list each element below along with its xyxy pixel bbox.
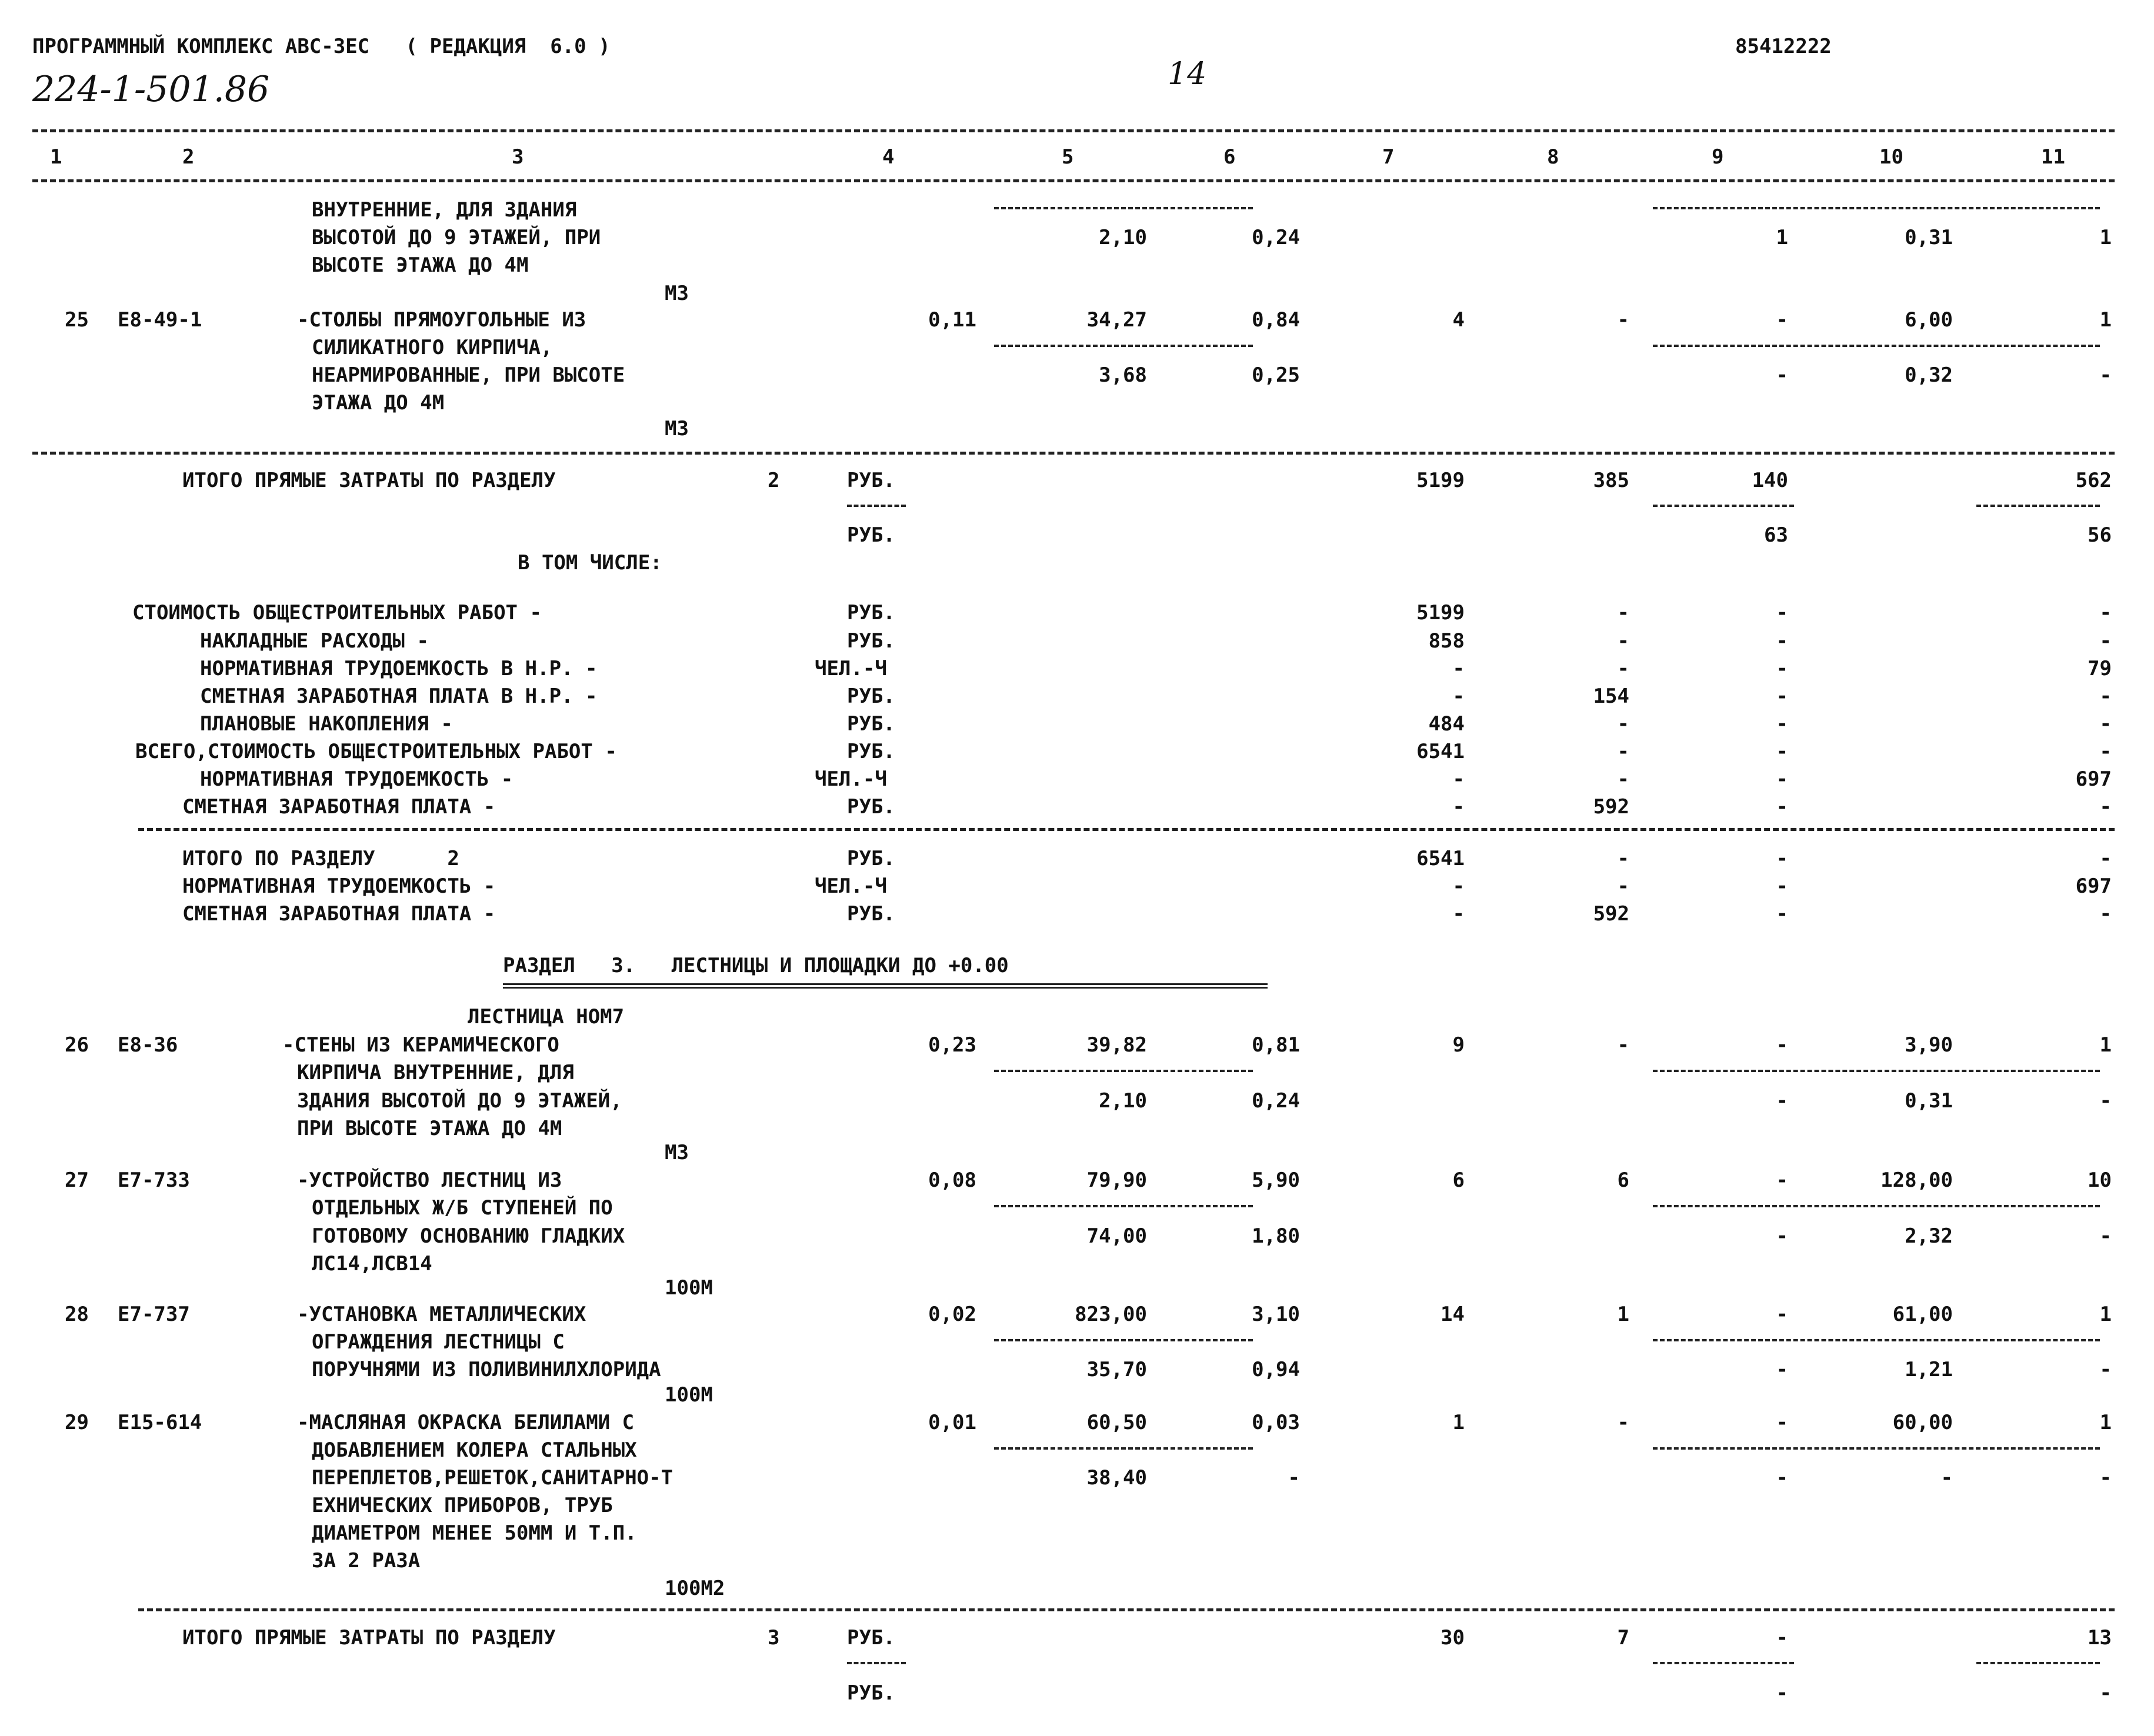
row-code: Е7-737 xyxy=(118,1303,190,1326)
col7-value: - xyxy=(1452,657,1465,680)
col7-value: - xyxy=(1452,685,1465,708)
col8-value: - xyxy=(1617,712,1629,736)
col7-value: - xyxy=(1452,767,1465,791)
row-number: 27 xyxy=(65,1169,89,1192)
col8-value: - xyxy=(1617,1033,1629,1057)
rule xyxy=(994,1205,1253,1207)
col11-value: - xyxy=(2099,1681,2112,1705)
rule xyxy=(994,1447,1253,1450)
col10-value: 61,00 xyxy=(1892,1303,1953,1326)
summary-label: СТОИМОСТЬ ОБЩЕСТРОИТЕЛЬНЫХ РАБОТ - xyxy=(132,601,542,625)
col-num-3: 3 xyxy=(512,145,524,169)
rule xyxy=(994,1339,1253,1341)
col7-value: - xyxy=(1452,795,1465,819)
row-description: ВЫСОТЕ ЭТАЖА ДО 4М xyxy=(312,253,529,277)
col-num-2: 2 xyxy=(182,145,195,169)
col6-value: 0,25 xyxy=(1252,363,1300,387)
summary-label: СМЕТНАЯ ЗАРАБОТНАЯ ПЛАТА В Н.Р. - xyxy=(200,685,598,708)
col6-value: 1,80 xyxy=(1252,1224,1300,1248)
total-unit: РУБ. xyxy=(847,1681,895,1705)
col9-value: 140 xyxy=(1752,469,1788,492)
rule xyxy=(847,1662,906,1664)
row-code: Е8-36 xyxy=(118,1033,178,1057)
row-unit: М3 xyxy=(665,1141,689,1164)
col11-value: - xyxy=(2099,847,2112,870)
row-code: Е7-733 xyxy=(118,1169,190,1192)
row-description: ОГРАЖДЕНИЯ ЛЕСТНИЦЫ С xyxy=(312,1330,565,1354)
col10-value: 6,00 xyxy=(1905,308,1953,332)
col6-value: 0,24 xyxy=(1252,226,1300,249)
col10-value: - xyxy=(1940,1466,1953,1490)
col11-value: - xyxy=(2099,601,2112,625)
total-label: ИТОГО ПРЯМЫЕ ЗАТРАТЫ ПО РАЗДЕЛУ xyxy=(182,1626,556,1650)
rule xyxy=(1976,1662,2100,1664)
col11-value: - xyxy=(2099,1358,2112,1381)
col4-value: 0,01 xyxy=(928,1411,976,1434)
col5-value: 35,70 xyxy=(1086,1358,1147,1381)
rule xyxy=(1653,207,2100,209)
summary-label: НОРМАТИВНАЯ ТРУДОЕМКОСТЬ - xyxy=(200,767,514,791)
col11-value: 13 xyxy=(2088,1626,2112,1650)
row-description: ГОТОВОМУ ОСНОВАНИЮ ГЛАДКИХ xyxy=(312,1224,625,1248)
doc-number: 224-1-501.86 xyxy=(32,69,270,110)
col11-value: 697 xyxy=(2075,767,2112,791)
col-num-1: 1 xyxy=(50,145,62,169)
col11-value: 697 xyxy=(2075,874,2112,898)
col8-value: - xyxy=(1617,847,1629,870)
col8-value: - xyxy=(1617,767,1629,791)
row-description: СИЛИКАТНОГО КИРПИЧА, xyxy=(312,336,553,359)
col11-value: - xyxy=(2099,363,2112,387)
section-title: РАЗДЕЛ 3. ЛЕСТНИЦЫ И ПЛОЩАДКИ ДО +0.00 xyxy=(503,954,1009,977)
col8-value: - xyxy=(1617,874,1629,898)
col10-value: 0,31 xyxy=(1905,226,1953,249)
total-unit: РУБ. xyxy=(847,523,895,547)
col11-value: 1 xyxy=(2099,1411,2112,1434)
col8-value: - xyxy=(1617,1411,1629,1434)
col10-value: 3,90 xyxy=(1905,1033,1953,1057)
col7-value: - xyxy=(1452,874,1465,898)
col8-value: - xyxy=(1617,657,1629,680)
col9-value: - xyxy=(1776,767,1788,791)
col11-value: 1 xyxy=(2099,1033,2112,1057)
row-description: ПРИ ВЫСОТЕ ЭТАЖА ДО 4М xyxy=(297,1117,562,1140)
summary-label: СМЕТНАЯ ЗАРАБОТНАЯ ПЛАТА - xyxy=(182,902,496,926)
col9-value: - xyxy=(1776,795,1788,819)
col10-value: 0,32 xyxy=(1905,363,1953,387)
row-code: Е8-49-1 xyxy=(118,308,202,332)
col5-value: 74,00 xyxy=(1086,1224,1147,1248)
col9-value: - xyxy=(1776,874,1788,898)
col5-value: 39,82 xyxy=(1086,1033,1147,1057)
col6-value: 5,90 xyxy=(1252,1169,1300,1192)
col7-value: 1 xyxy=(1452,1411,1465,1434)
col-num-6: 6 xyxy=(1223,145,1236,169)
col11-value: - xyxy=(2099,740,2112,763)
col4-value: 0,11 xyxy=(928,308,976,332)
rule xyxy=(847,505,906,507)
col10-value: 60,00 xyxy=(1892,1411,1953,1434)
col8-value: - xyxy=(1617,308,1629,332)
row-description: ЭТАЖА ДО 4М xyxy=(312,391,445,415)
rule xyxy=(1653,1662,1794,1664)
total-section: 2 xyxy=(768,469,780,492)
rule xyxy=(32,179,2115,182)
col9-value: - xyxy=(1776,1033,1788,1057)
col7-value: 5199 xyxy=(1416,469,1465,492)
row-description: -УСТАНОВКА МЕТАЛЛИЧЕСКИХ xyxy=(297,1303,586,1326)
row-description: ВНУТРЕННИЕ, ДЛЯ ЗДАНИЯ xyxy=(312,198,577,222)
col10-value: 2,32 xyxy=(1905,1224,1953,1248)
col11-value: 1 xyxy=(2099,226,2112,249)
rule xyxy=(1653,1339,2100,1341)
col7-value: 4 xyxy=(1452,308,1465,332)
col11-value: 1 xyxy=(2099,308,2112,332)
col9-value: - xyxy=(1776,1169,1788,1192)
summary-unit: РУБ. xyxy=(847,847,895,870)
col11-value: - xyxy=(2099,1089,2112,1113)
summary-label: ИТОГО ПО РАЗДЕЛУ 2 xyxy=(182,847,459,870)
summary-unit: ЧЕЛ.-Ч xyxy=(815,767,887,791)
col9-value: 63 xyxy=(1764,523,1788,547)
col6-value: 0,24 xyxy=(1252,1089,1300,1113)
col5-value: 823,00 xyxy=(1075,1303,1147,1326)
col8-value: 1 xyxy=(1617,1303,1629,1326)
row-unit: М3 xyxy=(665,282,689,305)
section-title-underline xyxy=(503,983,1268,989)
total-label: ИТОГО ПРЯМЫЕ ЗАТРАТЫ ПО РАЗДЕЛУ xyxy=(182,469,556,492)
col7-value: 5199 xyxy=(1416,601,1465,625)
summary-label: НАКЛАДНЫЕ РАСХОДЫ - xyxy=(200,629,429,653)
summary-label: НОРМАТИВНАЯ ТРУДОЕМКОСТЬ В Н.Р. - xyxy=(200,657,598,680)
total-unit: РУБ. xyxy=(847,469,895,492)
col6-value: - xyxy=(1288,1466,1300,1490)
col7-value: 858 xyxy=(1428,629,1465,653)
col9-value: - xyxy=(1776,1466,1788,1490)
row-description: -СТОЛБЫ ПРЯМОУГОЛЬНЫЕ ИЗ xyxy=(297,308,586,332)
rule xyxy=(994,1070,1253,1072)
row-description: ЗА 2 РАЗА xyxy=(312,1549,421,1573)
col9-value: - xyxy=(1776,1411,1788,1434)
summary-label: СМЕТНАЯ ЗАРАБОТНАЯ ПЛАТА - xyxy=(182,795,496,819)
col5-value: 2,10 xyxy=(1099,1089,1147,1113)
col-num-4: 4 xyxy=(882,145,895,169)
rule xyxy=(1653,345,2100,347)
col5-value: 3,68 xyxy=(1099,363,1147,387)
col7-value: 484 xyxy=(1428,712,1465,736)
col9-value: - xyxy=(1776,847,1788,870)
total-unit: РУБ. xyxy=(847,1626,895,1650)
col-num-5: 5 xyxy=(1062,145,1074,169)
row-description: ПОРУЧНЯМИ ИЗ ПОЛИВИНИЛХЛОРИДА xyxy=(312,1358,661,1381)
summary-label: ПЛАНОВЫЕ НАКОПЛЕНИЯ - xyxy=(200,712,453,736)
rule xyxy=(138,1608,2115,1611)
summary-unit: ЧЕЛ.-Ч xyxy=(815,874,887,898)
col6-value: 0,84 xyxy=(1252,308,1300,332)
col8-value: - xyxy=(1617,601,1629,625)
rule xyxy=(32,129,2115,132)
summary-unit: РУБ. xyxy=(847,740,895,763)
summary-unit: РУБ. xyxy=(847,712,895,736)
row-description: -МАСЛЯНАЯ ОКРАСКА БЕЛИЛАМИ С xyxy=(297,1411,635,1434)
row-description: -УСТРОЙСТВО ЛЕСТНИЦ ИЗ xyxy=(297,1169,562,1192)
col7-value: 9 xyxy=(1452,1033,1465,1057)
col-num-11: 11 xyxy=(2041,145,2065,169)
summary-unit: РУБ. xyxy=(847,902,895,926)
row-description: ЗДАНИЯ ВЫСОТОЙ ДО 9 ЭТАЖЕЙ, xyxy=(297,1089,622,1113)
row-description: НЕАРМИРОВАННЫЕ, ПРИ ВЫСОТЕ xyxy=(312,363,625,387)
col8-value: - xyxy=(1617,740,1629,763)
col10-value: 0,31 xyxy=(1905,1089,1953,1113)
col8-value: 385 xyxy=(1593,469,1629,492)
col8-value: - xyxy=(1617,629,1629,653)
row-description: ВЫСОТОЙ ДО 9 ЭТАЖЕЙ, ПРИ xyxy=(312,226,601,249)
program-title: ПРОГРАММНЫЙ КОМПЛЕКС АВС-ЗЕС ( РЕДАКЦИЯ 6.0 ) xyxy=(32,35,611,58)
col5-value: 38,40 xyxy=(1086,1466,1147,1490)
row-unit: 100М xyxy=(665,1276,713,1300)
row-code: Е15-614 xyxy=(118,1411,202,1434)
col11-value: 79 xyxy=(2088,657,2112,680)
col7-value: 6541 xyxy=(1416,847,1465,870)
col7-value: 14 xyxy=(1441,1303,1465,1326)
col9-value: - xyxy=(1776,1681,1788,1705)
col9-value: - xyxy=(1776,712,1788,736)
col9-value: - xyxy=(1776,740,1788,763)
rule xyxy=(994,207,1253,209)
row-description: ПЕРЕПЛЕТОВ,РЕШЕТОК,САНИТАРНО-Т xyxy=(312,1466,673,1490)
col9-value: - xyxy=(1776,1303,1788,1326)
col11-value: 10 xyxy=(2088,1169,2112,1192)
col9-value: - xyxy=(1776,1358,1788,1381)
summary-unit: РУБ. xyxy=(847,629,895,653)
col10-value: 128,00 xyxy=(1880,1169,1953,1192)
col5-value: 2,10 xyxy=(1099,226,1147,249)
col6-value: 0,94 xyxy=(1252,1358,1300,1381)
col9-value: - xyxy=(1776,657,1788,680)
doc-code: 85412222 xyxy=(1735,35,1832,58)
col11-value: 562 xyxy=(2075,469,2112,492)
col9-value: - xyxy=(1776,308,1788,332)
col8-value: 154 xyxy=(1593,685,1629,708)
col8-value: 6 xyxy=(1617,1169,1629,1192)
rule xyxy=(1653,505,1794,507)
summary-unit: РУБ. xyxy=(847,795,895,819)
col7-value: - xyxy=(1452,902,1465,926)
col6-value: 0,81 xyxy=(1252,1033,1300,1057)
rule xyxy=(994,345,1253,347)
row-description: ДИАМЕТРОМ МЕНЕЕ 50ММ И Т.П. xyxy=(312,1521,637,1545)
col9-value: - xyxy=(1776,363,1788,387)
col8-value: 592 xyxy=(1593,902,1629,926)
rule xyxy=(1653,1070,2100,1072)
col9-value: - xyxy=(1776,902,1788,926)
col11-value: - xyxy=(2099,795,2112,819)
col4-value: 0,08 xyxy=(928,1169,976,1192)
summary-unit: ЧЕЛ.-Ч xyxy=(815,657,887,680)
col-num-10: 10 xyxy=(1879,145,1903,169)
summary-label: ВСЕГО,СТОИМОСТЬ ОБЩЕСТРОИТЕЛЬНЫХ РАБОТ - xyxy=(135,740,617,763)
col11-value: - xyxy=(2099,1466,2112,1490)
col6-value: 3,10 xyxy=(1252,1303,1300,1326)
col11-value: - xyxy=(2099,902,2112,926)
col10-value: 1,21 xyxy=(1905,1358,1953,1381)
row-unit: 100М xyxy=(665,1383,713,1407)
including-label: В ТОМ ЧИСЛЕ: xyxy=(518,551,662,575)
col9-value: - xyxy=(1776,1626,1788,1650)
col9-value: - xyxy=(1776,629,1788,653)
col4-value: 0,02 xyxy=(928,1303,976,1326)
col-num-8: 8 xyxy=(1547,145,1559,169)
summary-unit: РУБ. xyxy=(847,601,895,625)
col5-value: 60,50 xyxy=(1086,1411,1147,1434)
col-num-7: 7 xyxy=(1382,145,1395,169)
row-unit: М3 xyxy=(665,417,689,440)
row-description: ЛС14,ЛСВ14 xyxy=(312,1252,432,1276)
row-description: ДОБАВЛЕНИЕМ КОЛЕРА СТАЛЬНЫХ xyxy=(312,1438,637,1462)
section-subtitle: ЛЕСТНИЦА НОМ7 xyxy=(468,1005,625,1029)
row-number: 28 xyxy=(65,1303,89,1326)
col9-value: 1 xyxy=(1776,226,1788,249)
col11-value: - xyxy=(2099,1224,2112,1248)
summary-label: НОРМАТИВНАЯ ТРУДОЕМКОСТЬ - xyxy=(182,874,496,898)
row-description: ОТДЕЛЬНЫХ Ж/Б СТУПЕНЕЙ ПО xyxy=(312,1196,613,1220)
row-number: 26 xyxy=(65,1033,89,1057)
rule xyxy=(138,828,2115,831)
rule xyxy=(1653,1447,2100,1450)
col9-value: - xyxy=(1776,685,1788,708)
row-number: 25 xyxy=(65,308,89,332)
summary-unit: РУБ. xyxy=(847,685,895,708)
col5-value: 34,27 xyxy=(1086,308,1147,332)
col4-value: 0,23 xyxy=(928,1033,976,1057)
row-description: ЕХНИЧЕСКИХ ПРИБОРОВ, ТРУБ xyxy=(312,1494,613,1517)
col9-value: - xyxy=(1776,601,1788,625)
col7-value: 30 xyxy=(1441,1626,1465,1650)
row-description: -СТЕНЫ ИЗ КЕРАМИЧЕСКОГО xyxy=(282,1033,559,1057)
col11-value: - xyxy=(2099,712,2112,736)
col11-value: 56 xyxy=(2088,523,2112,547)
col5-value: 79,90 xyxy=(1086,1169,1147,1192)
col8-value: 7 xyxy=(1617,1626,1629,1650)
rule xyxy=(1653,1205,2100,1207)
col8-value: 592 xyxy=(1593,795,1629,819)
rule xyxy=(1976,505,2100,507)
page-number: 14 xyxy=(1168,56,1207,92)
col-num-9: 9 xyxy=(1712,145,1724,169)
total-section: 3 xyxy=(768,1626,780,1650)
col11-value: - xyxy=(2099,629,2112,653)
row-description: КИРПИЧА ВНУТРЕННИЕ, ДЛЯ xyxy=(297,1061,574,1084)
col9-value: - xyxy=(1776,1089,1788,1113)
col9-value: - xyxy=(1776,1224,1788,1248)
col7-value: 6541 xyxy=(1416,740,1465,763)
col7-value: 6 xyxy=(1452,1169,1465,1192)
col11-value: 1 xyxy=(2099,1303,2112,1326)
col11-value: - xyxy=(2099,685,2112,708)
col6-value: 0,03 xyxy=(1252,1411,1300,1434)
row-unit: 100М2 xyxy=(665,1577,725,1600)
rule xyxy=(32,452,2115,455)
row-number: 29 xyxy=(65,1411,89,1434)
